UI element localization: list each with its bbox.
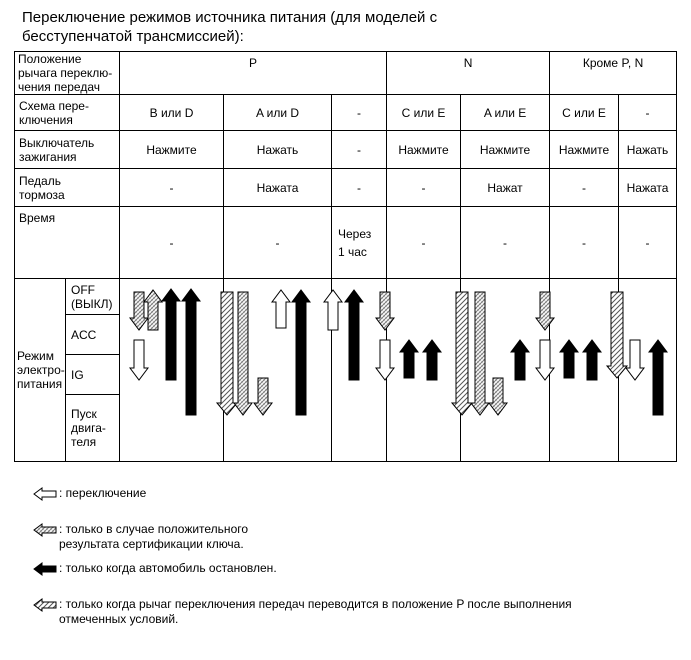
- scheme-cell: C или E: [550, 95, 619, 131]
- title-line-2: бесступенчатой трансмиссией):: [22, 28, 244, 45]
- title-line-1: Переключение режимов источника питания (для моделей с: [22, 9, 438, 26]
- ignition-cell: Нажать: [224, 131, 332, 169]
- outline-arrow-icon: [33, 487, 57, 501]
- legend-hatched-line-2: результата сертификации ключа.: [59, 537, 244, 551]
- diagonal-hatched-arrow-icon: [33, 598, 57, 612]
- power-mode-table: [14, 51, 677, 462]
- level-start: [66, 395, 120, 462]
- ignition-cell: Нажмите: [550, 131, 619, 169]
- lever-label-line-1: Положение: [18, 52, 82, 66]
- ignition-cell: -: [332, 131, 387, 169]
- brake-cell: -: [332, 169, 387, 207]
- brake-label-line-2: тормоза: [19, 187, 65, 202]
- ignition-label-line-1: Выключатель: [19, 135, 95, 150]
- scheme-cell: -: [619, 95, 677, 131]
- brake-cell: Нажата: [619, 169, 677, 207]
- brake-cell: -: [550, 169, 619, 207]
- legend-solid-text: : только когда автомобиль остановлен.: [59, 561, 277, 575]
- group-n-header: N: [387, 52, 550, 95]
- scheme-cell: C или E: [387, 95, 461, 131]
- ignition-cell: Нажать: [619, 131, 677, 169]
- power-mode-label-line-1: Режим: [17, 349, 54, 363]
- brake-cell: Нажат: [461, 169, 550, 207]
- solid-arrow-icon: [33, 562, 57, 576]
- page-title: [22, 8, 622, 46]
- ignition-cell: Нажмите: [461, 131, 550, 169]
- time-cell: Через 1 час: [332, 207, 387, 279]
- time-cell: -: [461, 207, 550, 279]
- time-cell: -: [619, 207, 677, 279]
- brake-label: [15, 169, 120, 207]
- level-start-line-3: теля: [71, 435, 97, 449]
- scheme-cell: A или D: [224, 95, 332, 131]
- power-mode-label-line-2: электро-: [17, 363, 65, 377]
- ignition-cell: Нажмите: [120, 131, 224, 169]
- ignition-label-line-2: зажигания: [19, 149, 77, 164]
- time-row: [15, 207, 677, 279]
- scheme-label-line-1: Схема пере-: [19, 98, 89, 113]
- power-mode-label-line-3: питания: [17, 377, 63, 391]
- level-ig: IG: [66, 355, 120, 395]
- level-off-line-1: OFF: [71, 282, 95, 297]
- lever-label-line-3: чения передач: [18, 80, 101, 94]
- scheme-label: [15, 95, 120, 131]
- legend-outline-text: : переключение: [59, 486, 147, 500]
- level-start-line-1: Пуск: [71, 407, 97, 421]
- power-mode-label: [15, 279, 66, 462]
- legend-diagonal-text: [59, 597, 679, 627]
- time-cell: -: [120, 207, 224, 279]
- scheme-label-line-2: ключения: [19, 112, 73, 127]
- level-start-line-2: двига-: [71, 421, 106, 435]
- brake-label-line-1: Педаль: [19, 173, 61, 188]
- level-acc: ACC: [66, 315, 120, 355]
- header-row: [15, 52, 677, 95]
- brake-cell: Нажата: [224, 169, 332, 207]
- legend-hatched-line-1: : только в случае положительного: [59, 522, 249, 536]
- legend-diagonal-line-2: отмеченных условий.: [59, 612, 179, 626]
- scheme-cell: -: [332, 95, 387, 131]
- scheme-cell: B или D: [120, 95, 224, 131]
- brake-row: [15, 169, 677, 207]
- time-label: Время: [15, 207, 120, 279]
- lever-position-header: [15, 52, 120, 95]
- ignition-cell: Нажмите: [387, 131, 461, 169]
- time-cell: -: [224, 207, 332, 279]
- ignition-row: [15, 131, 677, 169]
- hatched-arrow-icon: [33, 523, 57, 537]
- legend-hatched-text: [59, 522, 679, 552]
- mode-off-row: [15, 279, 677, 315]
- brake-cell: -: [120, 169, 224, 207]
- time-cell: -: [387, 207, 461, 279]
- group-other-header: Кроме P, N: [550, 52, 677, 95]
- brake-cell: -: [387, 169, 461, 207]
- group-p-header: P: [120, 52, 387, 95]
- time-cell: -: [550, 207, 619, 279]
- scheme-row: [15, 95, 677, 131]
- lever-label-line-2: рычага переклю-: [18, 66, 113, 80]
- level-off-line-2: (ВЫКЛ): [71, 296, 113, 311]
- legend-diagonal-line-1: : только когда рычаг переключения передач переводится в положение P после выполнения: [59, 597, 572, 611]
- scheme-cell: A или E: [461, 95, 550, 131]
- level-off: [66, 279, 120, 315]
- ignition-label: [15, 131, 120, 169]
